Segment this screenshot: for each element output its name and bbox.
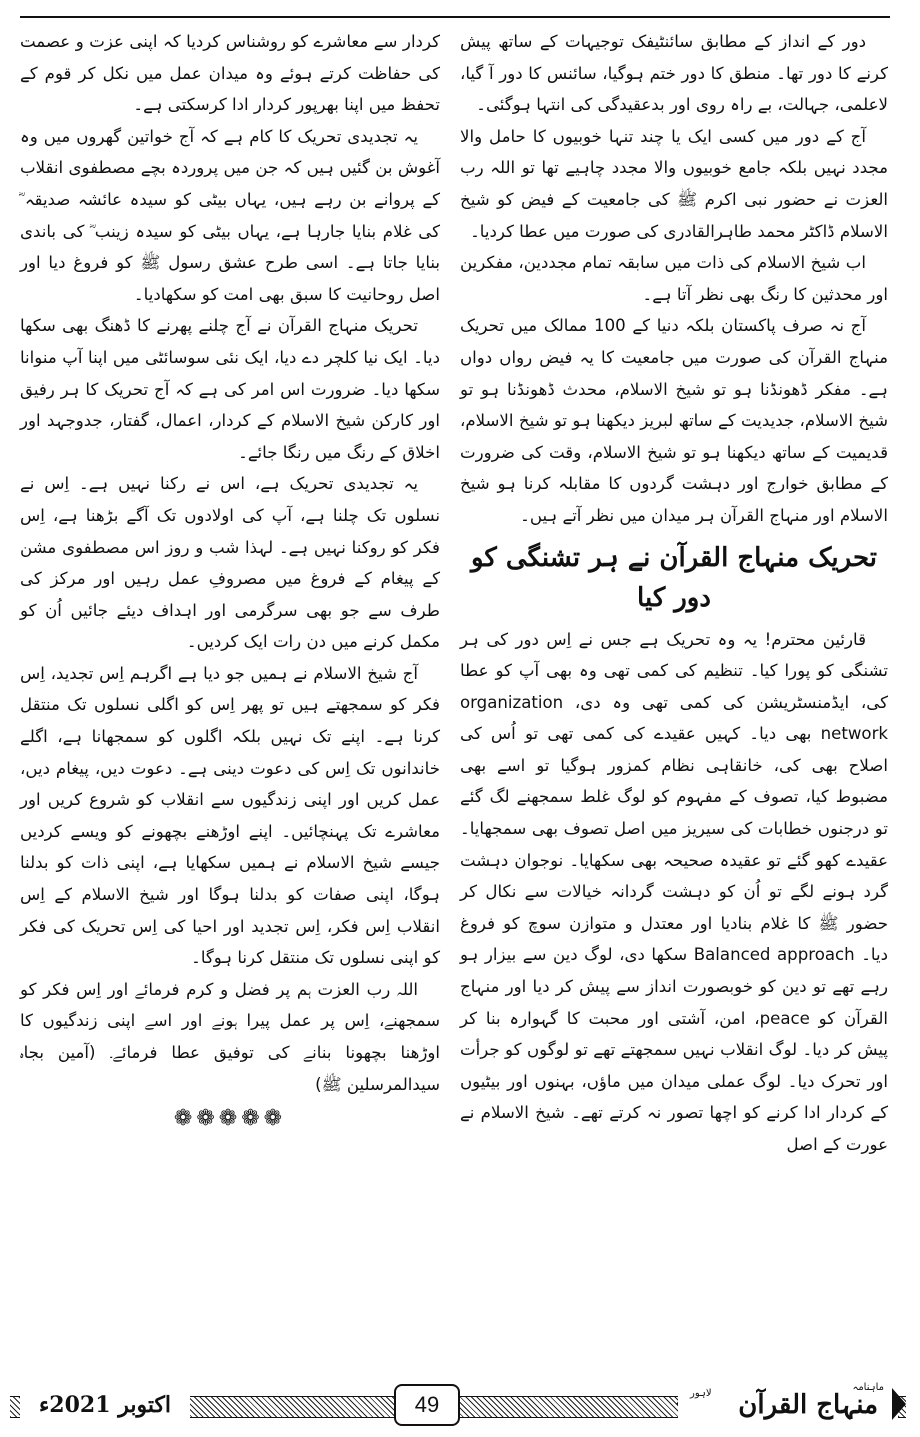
paragraph: اللہ رب العزت ہم پر فضل و کرم فرمائے اور اِس فکر کو سمجھنے، اِس پر عمل پیرا ہونے اور اسے اپنی زندگیوں کا اوڑھنا بچھونا بنانے کی توفیق عطا فرمائے۔ (آمین بجاہ سیدالمرسلین ﷺ)	[20, 979, 440, 1094]
top-rule	[20, 16, 890, 18]
arrow-right-icon	[892, 1388, 906, 1420]
issue-date: اکتوبر 2021ء	[20, 1386, 190, 1424]
paragraph: کردار سے معاشرے کو روشناس کردیا کہ اپنی عزت و عصمت کی حفاظت کرتے ہوئے وہ میدان عمل میں نکل کر قوم کے تحفظ میں اپنا بھرپور کردار ادا کرسکتی ہے۔	[20, 32, 440, 115]
masthead-logo	[678, 1382, 898, 1426]
paragraph: آج شیخ الاسلام نے ہمیں جو دیا ہے اگرہم اِس تجدید، اِس فکر کو سمجھتے ہیں تو پھر اِس کو اگلی نسلوں تک منتقل کرنا ہے۔ اپنے تک نہیں بلکہ اگلوں کو سمجھانا ہے، اگلے خاندانوں تک اِس کی دعوت دینی ہے۔ دعوت دیں، پیغام دیں، عمل کریں اور اپنی زندگیوں سے انقلاب کو شروع کریں اور معاشرے تک پہنچائیں۔ اپنے اوڑھنے بچھونے کو ویسے کردیں جیسے شیخ الاسلام نے ہمیں سکھایا ہے، اپنی ذات کو بدلنا ہوگا، اپنی صفات کو بدلنا ہوگا اور شیخ الاسلام کے اِس انقلاب اِس فکر، اِس تجدید اور احیا کی اِس تحریک کی فکر کو اپنی نسلوں تک منتقل کرنا ہوگا۔	[20, 663, 440, 968]
paragraph: دور کے انداز کے مطابق سائنٹیفک توجیہات کے ساتھ پیش کرنے کا دور تھا۔ منطق کا دور ختم ہوگیا، سائنس کا دور آ گیا، لاعلمی، جہالت، بے راہ روی اور بدعقیدگی کی انتہا ہوگئی۔	[460, 32, 888, 115]
paragraph: یہ تجدیدی تحریک ہے، اس نے رکنا نہیں ہے۔ اِس نے نسلوں تک چلنا ہے، آپ کی اولادوں تک آگے بڑھنا ہے، اِس فکر کو روکنا نہیں ہے۔ لہذا شب و روز اس مصطفوی مشن کے پیغام کے فروغ میں مصروفِ عمل رہیں اور مرکز کی طرف سے جو بھی سرگرمی اور اہداف دیئے جائیں اُن کو مکمل کرنے میں دن رات ایک کردیں۔	[20, 474, 440, 652]
masthead-city: لاہور	[690, 1388, 712, 1399]
paragraph: تحریک منہاج القرآن نے آج چلنے پھرنے کا ڈھنگ بھی سکھا دیا۔ ایک نیا کلچر دے دیا، ایک نئی سوسائٹی میں اپنا آپ منوانا سکھا دیا۔ ضرورت اس امر کی ہے کہ آج تحریک کا ہر رفیق اور کارکن شیخ الاسلام کے کردار، اعمال، گفتار، جدوجہد اور اخلاق کے رنگ میں رنگا جائے۔	[20, 316, 440, 462]
paragraph: آج نہ صرف پاکستان بلکہ دنیا کے 100 ممالک میں تحریک منہاج القرآن کی صورت میں جامعیت کا یہ فیض رواں دواں ہے۔ مفکر ڈھونڈنا ہو تو شیخ الاسلام، محدث ڈھونڈنا ہو تو شیخ الاسلام، جدیدیت کے ساتھ لبریز دیکھنا ہو تو شیخ الاسلام، قدیمیت کے ساتھ دیکھنا ہو تو شیخ الاسلام، وقت کی ضرورت کے مطابق خوارج اور دہشت گردوں کا مقابلہ کرنا ہو شیخ الاسلام اور منہاج القرآن ہر میدان میں نظر آتے ہیں۔	[460, 316, 888, 525]
page-footer	[10, 1382, 906, 1426]
masthead-name: منہاج القرآن	[738, 1390, 878, 1420]
section-heading: تحریک منہاج القرآن نے ہر تشنگی کو دور کیا	[470, 542, 878, 613]
page-number: 49	[394, 1384, 460, 1426]
paragraph: آج کے دور میں کسی ایک یا چند تنہا خوبیوں کا حامل والا مجدد نہیں بلکہ جامع خوبیوں والا مجدد چاہیے تھا تو اللہ رب العزت نے حضور نبی اکرم ﷺ کی جامعیت کے فیض کو شیخ الاسلام ڈاکٹر محمد طاہرالقادری کی صورت میں عطا کردیا۔	[460, 126, 888, 241]
paragraph: اب شیخ الاسلام کی ذات میں سابقہ تمام مجددین، مفکرین اور محدثین کا رنگ بھی نظر آتا ہے۔	[460, 253, 888, 304]
masthead-monthly: ماہنامہ	[852, 1382, 884, 1393]
flower-ornament-icon: ❁❁❁❁❁	[173, 1106, 287, 1132]
paragraph: یہ تجدیدی تحریک کا کام ہے کہ آج خواتین گھروں میں وہ آغوش بن گئیں ہیں کہ جن میں پروردہ بچے مصطفوی انقلاب کے پروانے بن رہے ہیں، یہاں بیٹی کو سیدہ عائشہ صدیقہ ؓ کی غلام بنایا جارہا ہے، یہاں بیٹی کو سیدہ زینب ؓ کی باندی بنایا جاتا ہے۔ اسی طرح عشق رسول ﷺ کو فروغ دیا اور اصل روحانیت کا سبق بھی امت کو سکھادیا۔	[20, 126, 440, 304]
left-column	[20, 26, 440, 1131]
paragraph: قارئین محترم! یہ وہ تحریک ہے جس نے اِس دور کی ہر تشنگی کو پورا کیا۔ تنظیم کی کمی تھی وہ بھی آپ کو عطا کی، ایڈمنسٹریشن کی کمی تھی وہ دی، organization network بھی دیا۔ کہیں عقیدے کی کمی تھی تو اُس کی اصلاح بھی کی، خانقاہی نظام کمزور ہوگیا تو اسے بھی مضبوط کیا، تصوف کے مفہوم کو لوگ غلط سمجھنے لگ گئے تو درجنوں خطابات کی سیریز میں اصل تصوف بھی سمجھایا۔ عقیدے کھو گئے تو عقیدہ صحیحہ بھی سکھایا۔ نوجوان دہشت گرد ہونے لگے تو اُن کو دہشت گردانہ خیالات سے نکال کر حضور ﷺ کا غلام بنادیا اور معتدل و متوازن سوچ کو فروغ دیا۔ Balanced approach سکھا دی، لوگ دین سے بیزار ہو رہے تھے تو دین کو خوبصورت انداز سے پیش کر دیا اور منہاج القرآن کو peace، امن، آشتی اور محبت کا گہوارہ بنا کر پیش کر دیا۔ لوگ انقلاب نہیں سمجھتے تھے تو لوگوں کو جرأت اور تحرک دیا۔ لوگ عملی میدان میں ماؤں، بہنوں اور بیٹیوں کے کردار ادا کرنے کو اچھا تصور نہ کرتے تھے۔ شیخ الاسلام نے عورت کے اصل	[460, 629, 889, 1154]
right-column	[460, 26, 888, 1161]
